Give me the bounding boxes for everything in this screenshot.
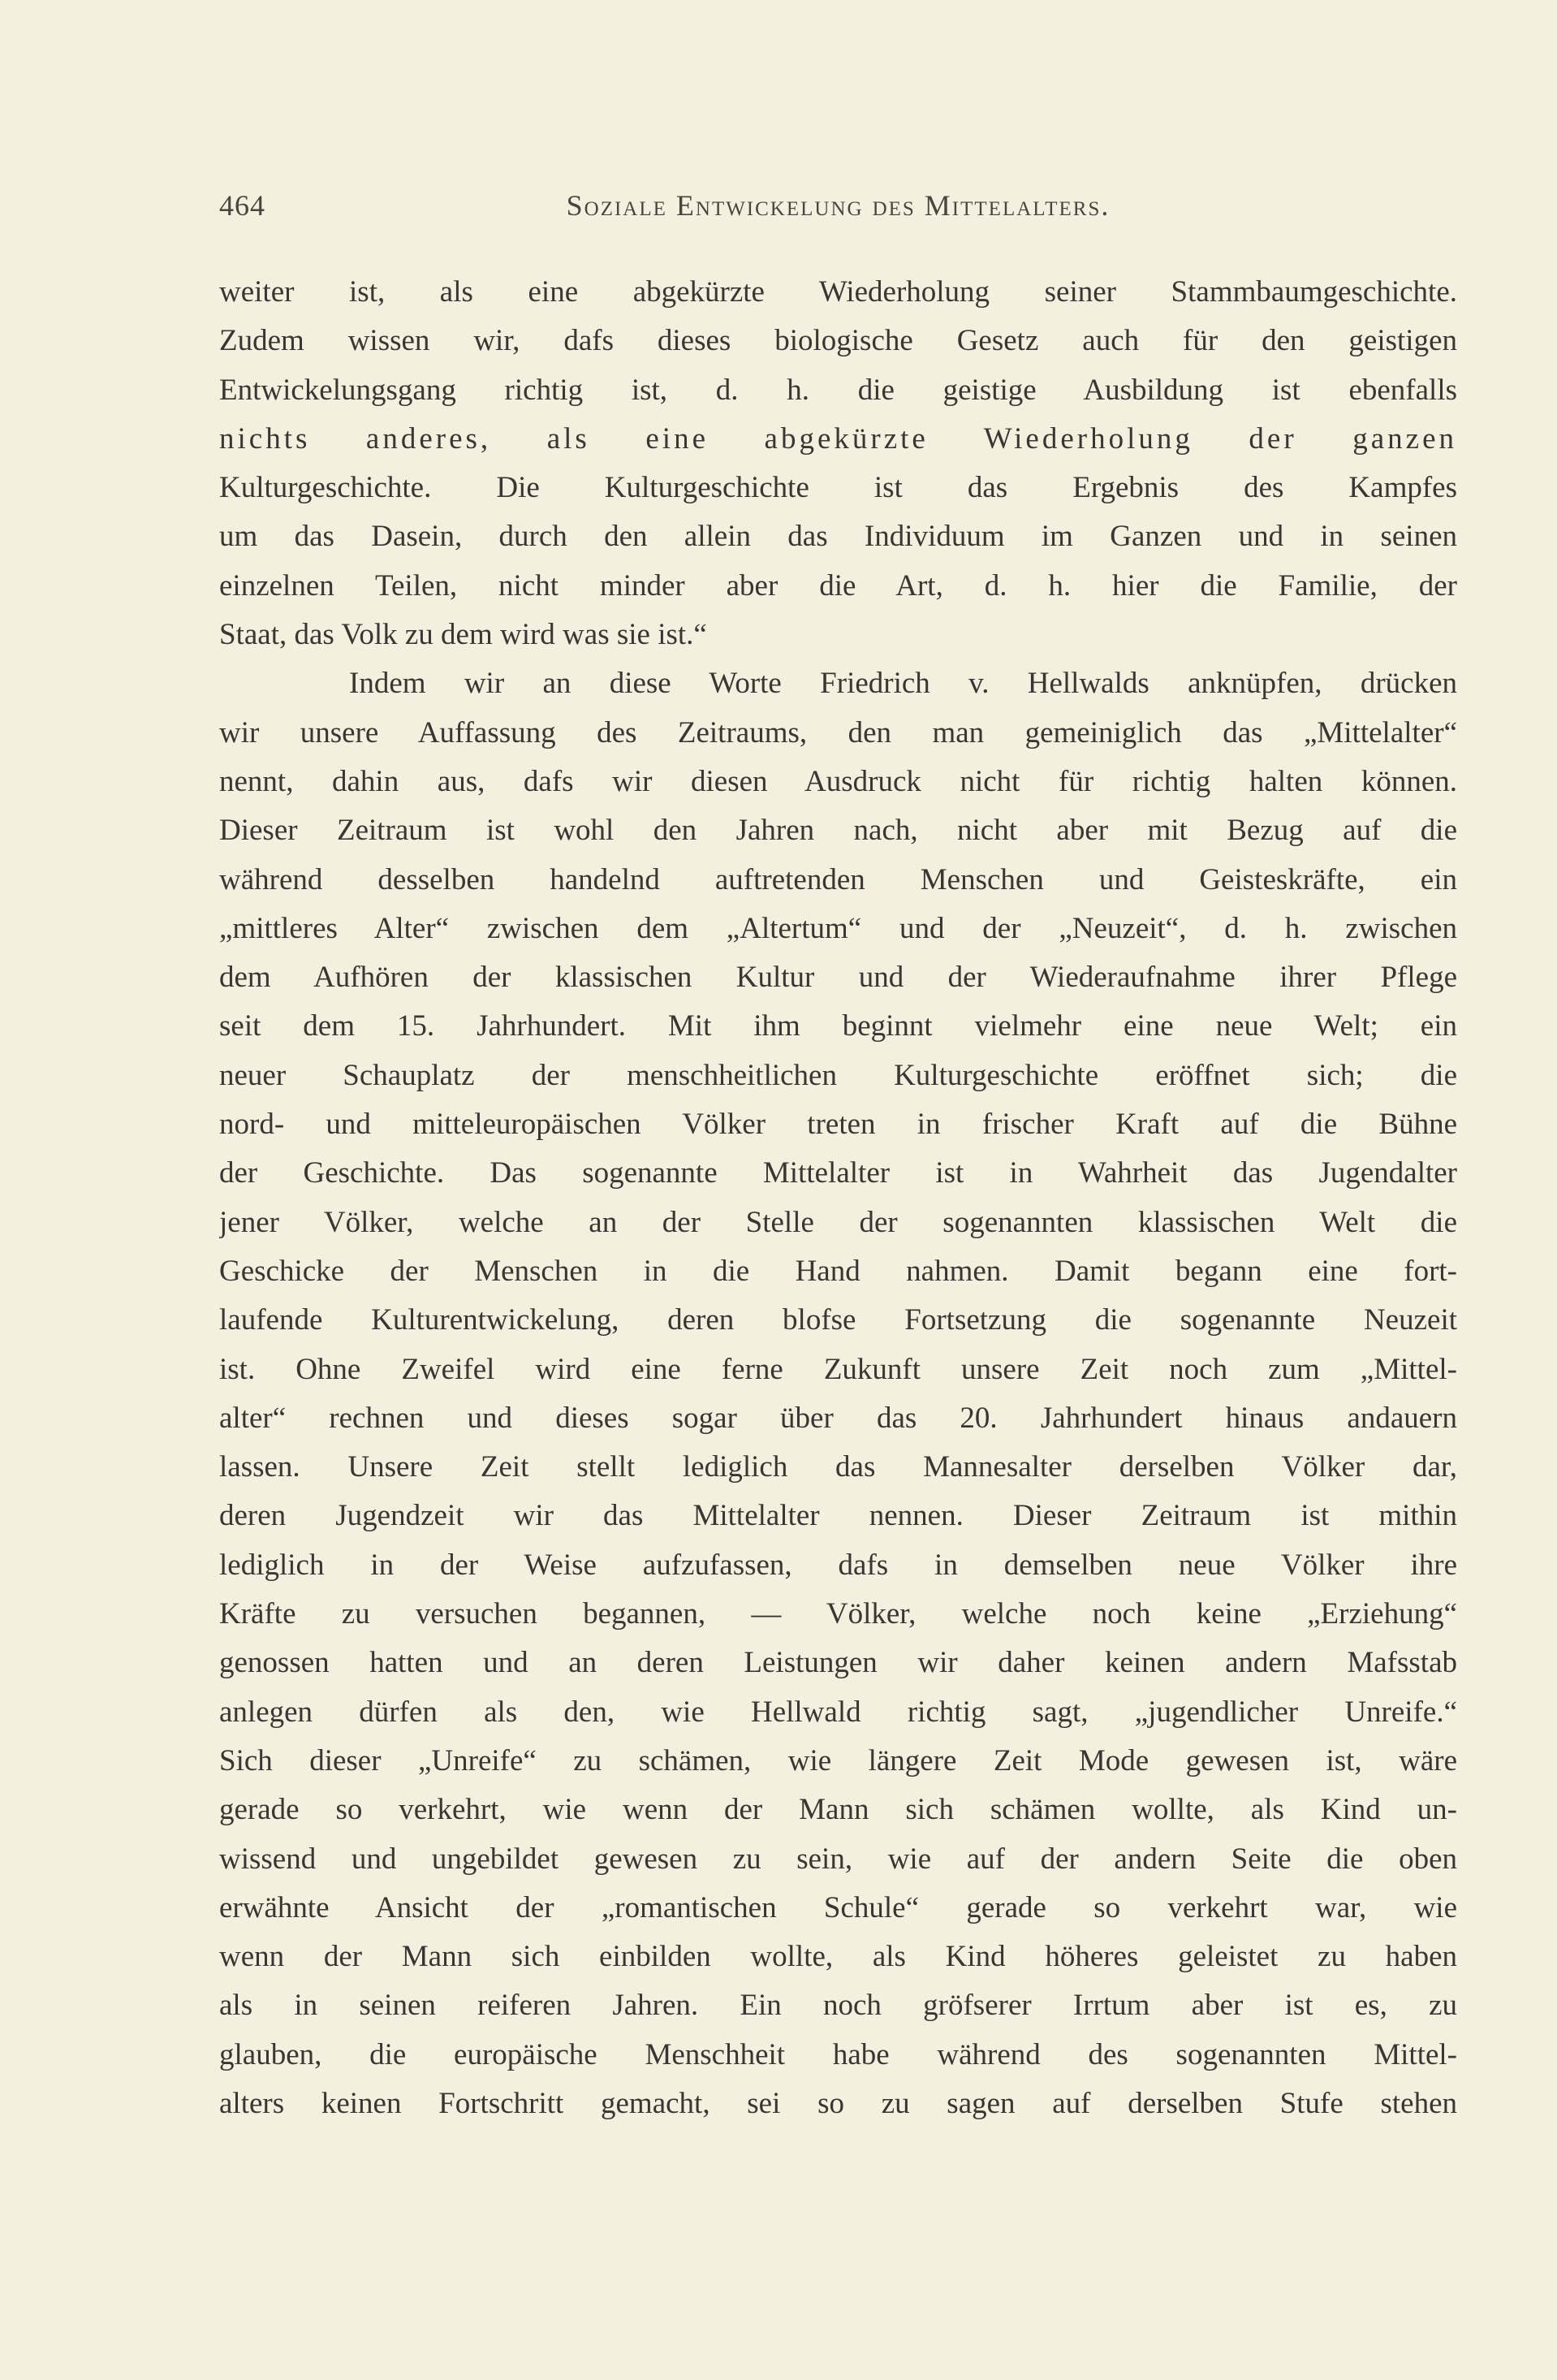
text-line: als in seinen reiferen Jahren. Ein noch gröfserer Irrtum aber ist es, zu [219, 1989, 1457, 2023]
text-line: alter“ rechnen und dieses sogar über das 20. Jahrhundert hinaus andauern [219, 1401, 1457, 1435]
text-line: nord- und mitteleuropäischen Völker treten in frischer Kraft auf die Bühne [219, 1108, 1457, 1142]
text-line: Sich dieser „Unreife“ zu schämen, wie längere Zeit Mode gewesen ist, wäre [219, 1743, 1457, 1777]
page-number: 464 [219, 189, 265, 222]
text-line: „mittleres Alter“ zwischen dem „Altertum“ und der „Neuzeit“, d. h. zwischen [219, 911, 1457, 945]
text-line: wenn der Mann sich einbilden wollte, als Kind höheres geleistet zu haben [219, 1940, 1457, 1974]
text-line: lassen. Unsere Zeit stellt lediglich das Mannesalter derselben Völker dar, [219, 1450, 1457, 1484]
running-title: Soziale Entwickelung des Mittelalters. [566, 189, 1111, 222]
body-text [219, 268, 1457, 2128]
text-line: Zudem wissen wir, dafs dieses biologische Gesetz auch für den geistigen [219, 324, 1457, 358]
text-line: Kulturgeschichte. Die Kulturgeschichte ist das Ergebnis des Kampfes [219, 471, 1457, 505]
text-line: seit dem 15. Jahrhundert. Mit ihm beginnt vielmehr eine neue Welt; ein [219, 1009, 1457, 1043]
text-line: erwähnte Ansicht der „romantischen Schule“ gerade so verkehrt war, wie [219, 1890, 1457, 1924]
text-line: gerade so verkehrt, wie wenn der Mann sich schämen wollte, als Kind un- [219, 1793, 1457, 1827]
text-line: Dieser Zeitraum ist wohl den Jahren nach, nicht aber mit Bezug auf die [219, 814, 1457, 848]
text-line: der Geschichte. Das sogenannte Mittelalter ist in Wahrheit das Jugendalter [219, 1156, 1457, 1190]
text-line: Staat, das Volk zu dem wird was sie ist.“ [219, 618, 707, 652]
text-line: Geschicke der Menschen in die Hand nahmen. Damit begann eine fort- [219, 1254, 1457, 1288]
page-header [219, 188, 1457, 229]
text-line: wir unsere Auffassung des Zeitraums, den man gemeiniglich das „Mittelalter“ [219, 715, 1457, 749]
text-line: glauben, die europäische Menschheit habe während des sogenannten Mittel- [219, 2037, 1457, 2071]
text-line: alters keinen Fortschritt gemacht, sei so zu sagen auf derselben Stufe stehen [219, 2086, 1457, 2120]
text-line: jener Völker, welche an der Stelle der sogenannten klassischen Welt die [219, 1205, 1457, 1239]
text-line: neuer Schauplatz der menschheitlichen Kulturgeschichte eröffnet sich; die [219, 1058, 1457, 1092]
text-line: Kräfte zu versuchen begannen, — Völker, welche noch keine „Erziehung“ [219, 1597, 1457, 1631]
text-line: weiter ist, als eine abgekürzte Wiederholung seiner Stammbaumgeschichte. [219, 275, 1457, 309]
text-line: laufende Kulturentwickelung, deren blofse Fortsetzung die sogenannte Neuzeit [219, 1303, 1457, 1337]
text-line: genossen hatten und an deren Leistungen wir daher keinen andern Mafsstab [219, 1646, 1457, 1680]
text-line: wissend und ungebildet gewesen zu sein, wie auf der andern Seite die oben [219, 1842, 1457, 1876]
text-line: während desselben handelnd auftretenden Menschen und Geisteskräfte, ein [219, 862, 1457, 896]
text-line: einzelnen Teilen, nicht minder aber die Art, d. h. hier die Familie, der [219, 568, 1457, 603]
text-line: anlegen dürfen als den, wie Hellwald richtig sagt, „jugendlicher Unreife.“ [219, 1695, 1457, 1729]
text-line: um das Dasein, durch den allein das Individuum im Ganzen und in seinen [219, 520, 1457, 554]
text-line: Entwickelungsgang richtig ist, d. h. die geistige Ausbildung ist ebenfalls [219, 373, 1457, 407]
text-line: deren Jugendzeit wir das Mittelalter nennen. Dieser Zeitraum ist mithin [219, 1499, 1457, 1533]
text-line: lediglich in der Weise aufzufassen, dafs in demselben neue Völker ihre [219, 1548, 1457, 1582]
text-line: dem Aufhören der klassischen Kultur und der Wiederaufnahme ihrer Pflege [219, 961, 1457, 995]
text-line: nennt, dahin aus, dafs wir diesen Ausdruck nicht für richtig halten können. [219, 764, 1457, 798]
text-line: Indem wir an diese Worte Friedrich v. Hellwalds anknüpfen, drücken [349, 667, 1457, 701]
text-line: ist. Ohne Zweifel wird eine ferne Zukunft unsere Zeit noch zum „Mittel- [219, 1352, 1457, 1386]
text-line: nichts anderes, als eine abgekürzte Wiederholung der ganzen [219, 421, 1457, 456]
